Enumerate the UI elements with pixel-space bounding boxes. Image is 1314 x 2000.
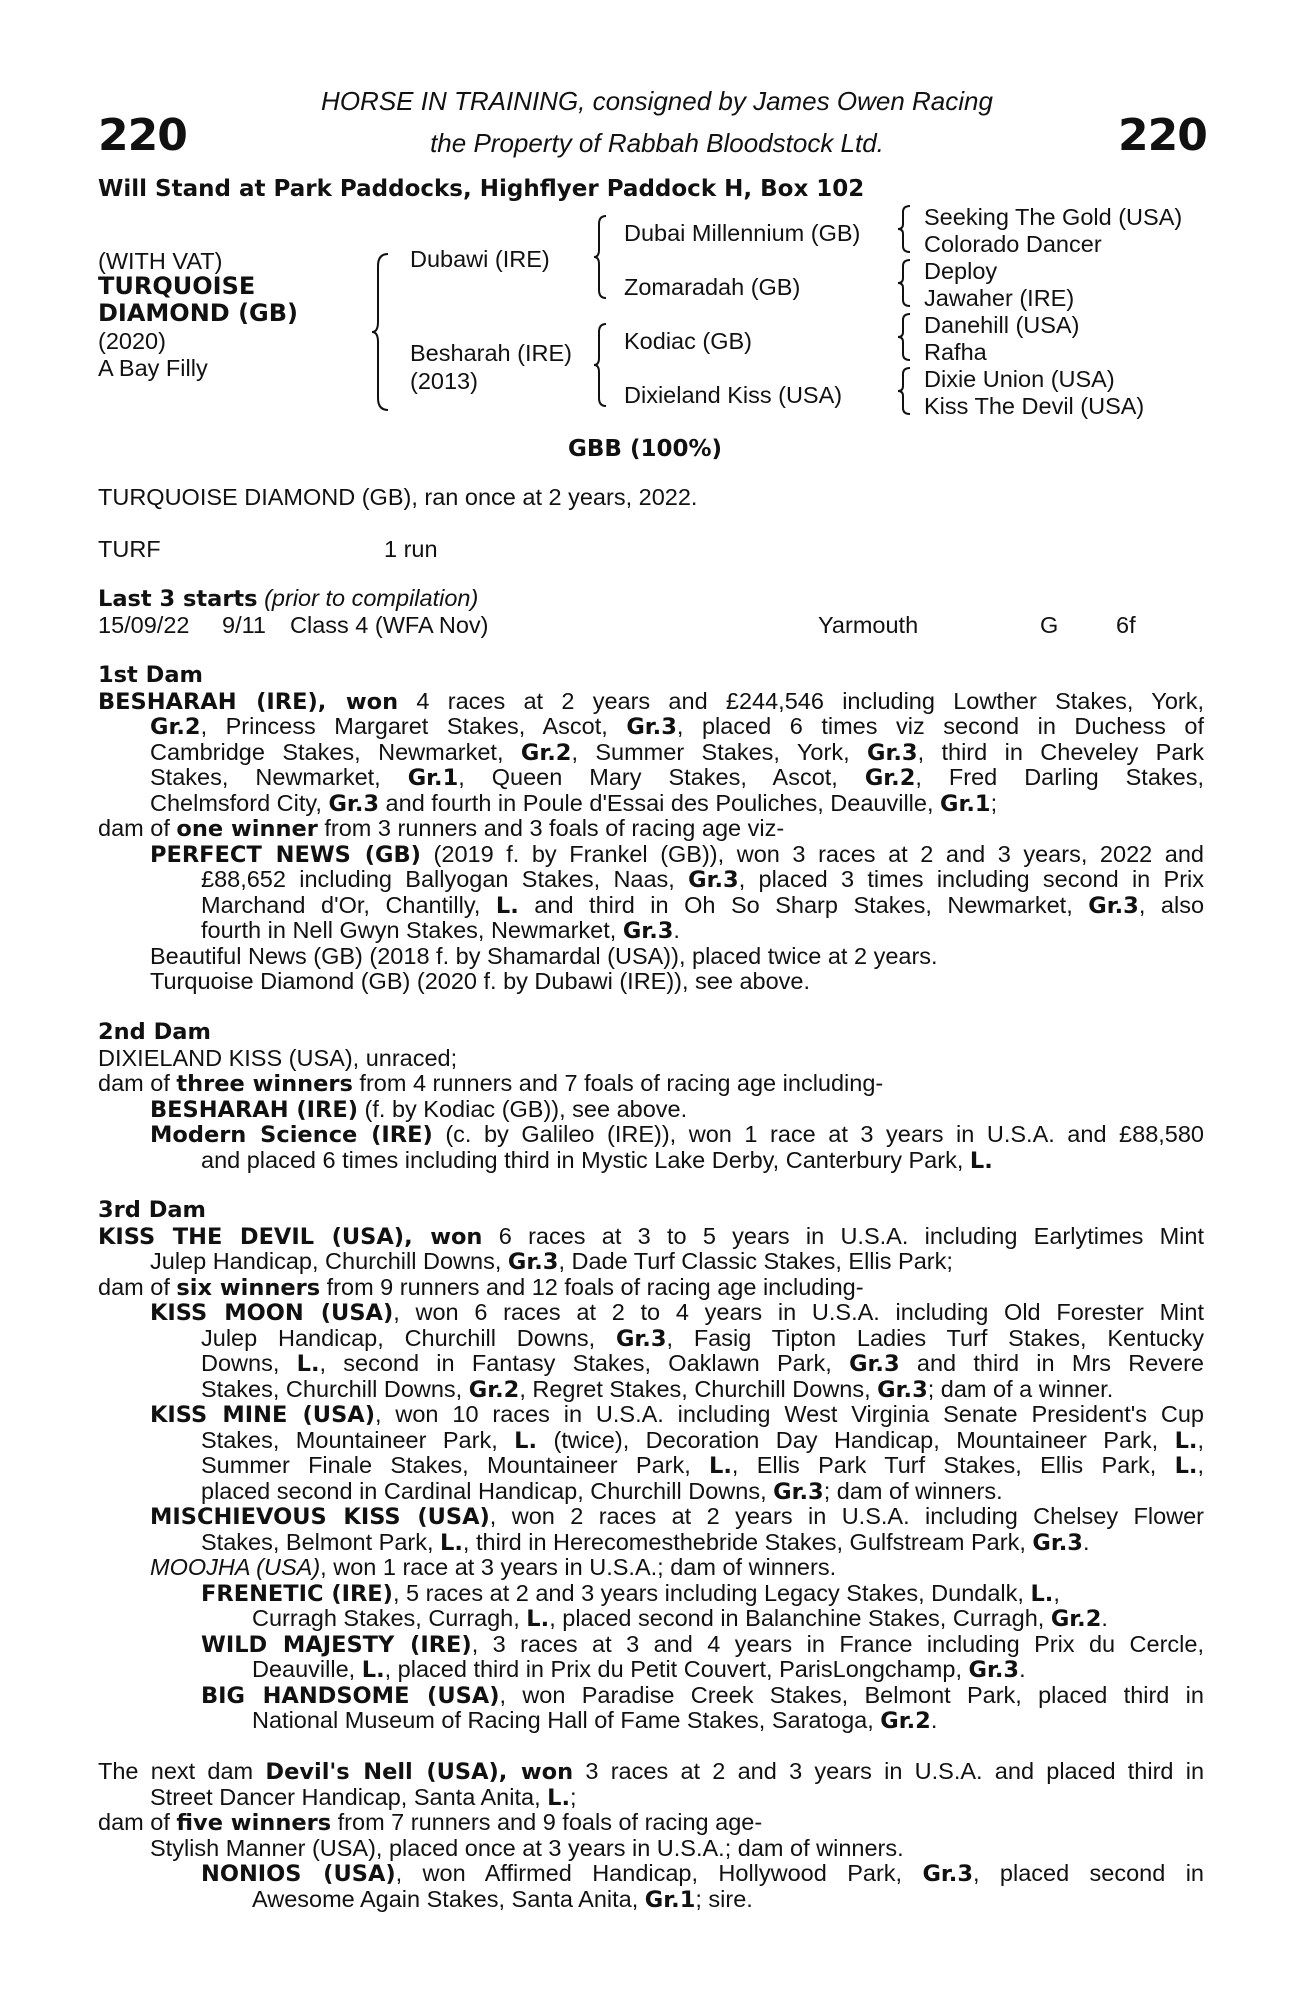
pedigree-brace-gen1: [370, 252, 390, 412]
pedigree-g4-2: Colorado Dancer: [924, 231, 1102, 257]
text-line: NONIOS (USA), won Affirmed Handicap, Hollywood Park, Gr.3, placed second in: [201, 1860, 1204, 1887]
text-line: KISS THE DEVIL (USA), won 6 races at 3 to 5 years in U.S.A. including Earlytimes Mint: [98, 1222, 1204, 1250]
text-line: BESHARAH (IRE) (f. by Kodiac (GB)), see above.: [150, 1095, 688, 1123]
text-line: MISCHIEVOUS KISS (USA), won 2 races at 2 years in U.S.A. including Chelsey Flower: [150, 1503, 1205, 1530]
horse-name-line2: DIAMOND (GB): [98, 299, 299, 327]
text-line: fourth in Nell Gwyn Stakes, Newmarket, Gr.3.: [201, 917, 680, 944]
pedigree-brace-g4-4: [896, 366, 912, 416]
pedigree-sire: Dubawi (IRE): [410, 246, 550, 272]
last-starts-heading: Last 3 starts (prior to compilation): [98, 585, 479, 612]
pedigree-g4-7: Dixie Union (USA): [924, 366, 1115, 392]
pedigree-g4-8: Kiss The Devil (USA): [924, 393, 1145, 419]
race-summary: TURQUOISE DIAMOND (GB), ran once at 2 years, 2022.: [98, 484, 698, 510]
pedigree-brace-sire: [592, 214, 608, 300]
text-line: KISS MINE (USA), won 10 races in U.S.A. including West Virginia Senate President's Cup: [150, 1401, 1204, 1428]
text-line: Curragh Stakes, Curragh, L., placed second in Balanchine Stakes, Curragh, Gr.2.: [252, 1605, 1108, 1632]
start-date: 15/09/22: [98, 612, 190, 638]
start-position: 9/11: [222, 612, 266, 638]
pedigree-g4-1: Seeking The Gold (USA): [924, 204, 1183, 230]
stand-location: Will Stand at Park Paddocks, Highflyer Paddock H, Box 102: [98, 176, 865, 202]
first-dam-heading: 1st Dam: [98, 662, 203, 688]
text-line: MOOJHA (USA), won 1 race at 3 years in U.S.A.; dam of winners.: [150, 1554, 837, 1580]
pedigree-dam-dam: Dixieland Kiss (USA): [624, 382, 843, 408]
text-line: The next dam Devil's Nell (USA), won 3 races at 2 and 3 years in U.S.A. and placed third in: [98, 1758, 1205, 1785]
text-line: Beautiful News (GB) (2018 f. by Shamardal (USA)), placed twice at 2 years.: [150, 942, 938, 969]
pedigree-brace-g4-1: [896, 204, 912, 254]
text-line: Awesome Again Stakes, Santa Anita, Gr.1; sire.: [252, 1885, 753, 1913]
vat-note: (WITH VAT): [98, 248, 223, 274]
text-line: BESHARAH (IRE), won 4 races at 2 years and £244,546 including Lowther Stakes, York,: [98, 687, 1204, 715]
pedigree-g4-5: Danehill (USA): [924, 312, 1080, 338]
second-dam-section: [98, 1020, 1204, 1173]
pedigree-brace-g4-2: [896, 258, 912, 308]
text-line: dam of six winners from 9 runners and 12 foals of racing age including-: [98, 1273, 864, 1301]
horse-name-line1: TURQUOISE: [98, 272, 256, 300]
pedigree-sire-sire: Dubai Millennium (GB): [624, 220, 861, 246]
lot-number-left: 220: [98, 110, 187, 161]
text-line: dam of one winner from 3 runners and 3 foals of racing age viz-: [98, 815, 785, 842]
text-line: FRENETIC (IRE), 5 races at 2 and 3 years including Legacy Stakes, Dundalk, L.,: [201, 1579, 1060, 1607]
text-line: Summer Finale Stakes, Mountaineer Park, L., Ellis Park Turf Stakes, Ellis Park, L.,: [201, 1452, 1204, 1479]
turf-runs: 1 run: [384, 536, 438, 562]
pedigree-brace-g4-3: [896, 312, 912, 362]
text-line: placed second in Cardinal Handicap, Churchill Downs, Gr.3; dam of winners.: [201, 1477, 1003, 1505]
text-line: National Museum of Racing Hall of Fame Stakes, Saratoga, Gr.2.: [252, 1707, 938, 1734]
start-course: Yarmouth: [818, 612, 919, 638]
text-line: Stylish Manner (USA), placed once at 3 years in U.S.A.; dam of winners.: [150, 1834, 904, 1861]
text-line: DIXIELAND KISS (USA), unraced;: [98, 1044, 458, 1071]
text-line: Cambridge Stakes, Newmarket, Gr.2, Summer Stakes, York, Gr.3, third in Cheveley Park: [150, 738, 1204, 766]
start-distance: 6f: [1116, 612, 1136, 638]
text-line: PERFECT NEWS (GB) (2019 f. by Frankel (GB)), won 3 races at 2 and 3 years, 2022 and: [150, 840, 1204, 868]
start-going: G: [1040, 612, 1059, 638]
text-line: dam of three winners from 4 runners and 7 foals of racing age including-: [98, 1070, 884, 1097]
third-dam-heading: 3rd Dam: [98, 1197, 206, 1223]
pedigree-dam: Besharah (IRE): [410, 340, 572, 366]
text-line: Turquoise Diamond (GB) (2020 f. by Dubawi (IRE)), see above.: [150, 968, 811, 994]
text-line: Julep Handicap, Churchill Downs, Gr.3, Dade Turf Classic Stakes, Ellis Park;: [150, 1248, 953, 1275]
text-line: WILD MAJESTY (IRE), 3 races at 3 and 4 years in France including Prix du Cercle,: [201, 1630, 1204, 1658]
text-line: Stakes, Mountaineer Park, L. (twice), Decoration Day Handicap, Mountaineer Park, L.,: [201, 1426, 1204, 1454]
pedigree-dam-year: (2013): [410, 368, 478, 394]
consignor-line: HORSE IN TRAINING, consigned by James Owen Racing: [321, 86, 993, 116]
text-line: KISS MOON (USA), won 6 races at 2 to 4 years in U.S.A. including Old Forester Mint: [150, 1299, 1204, 1326]
pedigree-dam-sire: Kodiac (GB): [624, 328, 752, 354]
text-line: BIG HANDSOME (USA), won Paradise Creek Stakes, Belmont Park, placed third in: [201, 1681, 1204, 1709]
text-line: and placed 6 times including third in Mystic Lake Derby, Canterbury Park, L.: [201, 1146, 993, 1174]
text-line: Modern Science (IRE) (c. by Galileo (IRE)), won 1 race at 3 years in U.S.A. and £88,580: [150, 1121, 1205, 1148]
horse-year: (2020): [98, 328, 166, 354]
third-dam-section: [98, 1198, 1204, 1734]
horse-description: A Bay Filly: [98, 355, 208, 381]
next-dam-section: [98, 1759, 1204, 1912]
text-line: Street Dancer Handicap, Santa Anita, L.;: [150, 1783, 577, 1811]
text-line: Downs, L., second in Fantasy Stakes, Oaklawn Park, Gr.3 and third in Mrs Revere: [201, 1350, 1204, 1377]
pedigree-sire-dam: Zomaradah (GB): [624, 274, 801, 300]
pedigree-brace-dam: [592, 322, 608, 408]
text-line: £88,652 including Ballyogan Stakes, Naas, Gr.3, placed 3 times including second in Prix: [201, 866, 1204, 893]
text-line: Chelmsford City, Gr.3 and fourth in Poule d'Essai des Pouliches, Deauville, Gr.1;: [150, 789, 998, 817]
pedigree-g4-3: Deploy: [924, 258, 998, 284]
text-line: Gr.2, Princess Margaret Stakes, Ascot, Gr.3, placed 6 times viz second in Duchess of: [150, 713, 1204, 740]
text-line: Julep Handicap, Churchill Downs, Gr.3, Fasig Tipton Ladies Turf Stakes, Kentucky: [201, 1324, 1204, 1352]
text-line: Stakes, Churchill Downs, Gr.2, Regret Stakes, Churchill Downs, Gr.3; dam of a winner.: [201, 1375, 1114, 1403]
turf-label: TURF: [98, 536, 161, 562]
lot-number-right: 220: [1118, 110, 1207, 161]
text-line: dam of five winners from 7 runners and 9 foals of racing age-: [98, 1809, 763, 1836]
text-line: Stakes, Belmont Park, L., third in Herecomesthebride Stakes, Gulfstream Park, Gr.3.: [201, 1528, 1090, 1556]
second-dam-heading: 2nd Dam: [98, 1019, 211, 1045]
pedigree-g4-4: Jawaher (IRE): [924, 285, 1075, 311]
property-line: the Property of Rabbah Bloodstock Ltd.: [430, 128, 884, 158]
first-dam-section: [98, 663, 1204, 995]
start-race: Class 4 (WFA Nov): [290, 612, 489, 638]
text-line: Stakes, Newmarket, Gr.1, Queen Mary Stakes, Ascot, Gr.2, Fred Darling Stakes,: [150, 764, 1204, 791]
pedigree-g4-6: Rafha: [924, 339, 987, 365]
gbb-percentage: GBB (100%): [568, 436, 723, 462]
text-line: Deauville, L., placed third in Prix du Petit Couvert, ParisLongchamp, Gr.3.: [252, 1656, 1026, 1683]
text-line: Marchand d'Or, Chantilly, L. and third in Oh So Sharp Stakes, Newmarket, Gr.3, also: [201, 891, 1205, 919]
